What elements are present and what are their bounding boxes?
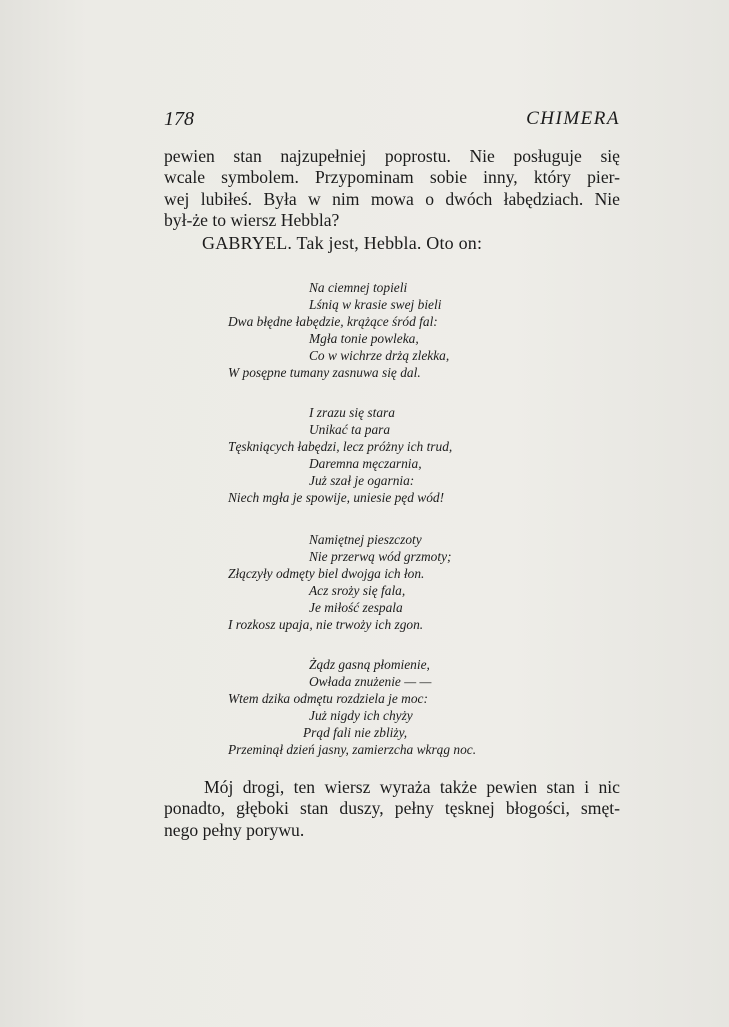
poem-verse: Lśnią w krasie swej bieli — [309, 297, 442, 312]
poem-verse: Daremna męczarnia, — [309, 456, 422, 471]
prose-line: wcale symbolem. Przypominam sobie inny, który pier- — [164, 167, 620, 188]
poem-verse: Namiętnej pieszczoty — [309, 532, 422, 547]
prose-line: pewien stan najzupełniej poprostu. Nie posługuje się — [164, 146, 620, 166]
poem-verse: Wtem dzika odmętu rozdziela je moc: — [228, 691, 428, 706]
prose-line: nego pełny porywu. — [164, 819, 305, 840]
page-header — [164, 108, 620, 134]
prose-paragraph-bottom — [164, 777, 620, 841]
poem-verse: Unikać ta para — [309, 422, 391, 437]
poem-verse: Prąd fali nie zbliży, — [303, 725, 408, 740]
poem-verse: Dwa błędne łabędzie, krążące śród fal: — [228, 314, 438, 329]
poem-verse: Już szał je ogarnia: — [309, 473, 415, 488]
poem-verse: Żądz gasną płomienie, — [309, 657, 430, 672]
prose-line: wej lubiłeś. Była w nim mowa o dwóch łabędziach. Nie — [164, 188, 620, 209]
running-head: CHIMERA — [526, 108, 620, 129]
poem-verse: Co w wichrze drżą zlekka, — [309, 348, 450, 363]
poem-verse: I zrazu się stara — [309, 405, 395, 420]
prose-paragraph-top — [164, 146, 620, 232]
prose-line: Mój drogi, ten wiersz wyraża także pewien stan i nic — [204, 777, 620, 797]
poem-verse: Owłada znużenie — — — [309, 674, 432, 689]
poem-verse: Już nigdy ich chyży — [309, 708, 413, 723]
poem-verse: Tęskniących łabędzi, lecz próżny ich trud, — [228, 439, 453, 454]
poem-verse: Na ciemnej topieli — [309, 280, 408, 295]
prose-line: ponadto, głęboki stan duszy, pełny tęsknej błogości, smęt- — [164, 798, 620, 819]
page-number: 178 — [164, 108, 194, 130]
poem-verse: Przeminął dzień jasny, zamierzcha wkrąg noc. — [228, 742, 477, 757]
poem-verse: Acz sroży się fala, — [309, 583, 406, 598]
poem-verse: Mgła tonie powleka, — [309, 331, 419, 346]
poem-verse: Nie przerwą wód grzmoty; — [309, 549, 452, 564]
poem-verse: W posępne tumany zasnuwa się dal. — [228, 365, 421, 380]
poem-verse: Je miłość zespala — [309, 600, 403, 615]
poem-verse: Złączyły odmęty biel dwojga ich łon. — [228, 566, 425, 581]
poem-verse: I rozkosz upaja, nie trwoży ich zgon. — [228, 617, 424, 632]
prose-line: był-że to wiersz Hebbla? — [164, 210, 340, 231]
speaker-line: GABRYEL. Tak jest, Hebbla. Oto on: — [202, 233, 483, 253]
poem-verse: Niech mgła je spowije, uniesie pęd wód! — [228, 490, 445, 505]
